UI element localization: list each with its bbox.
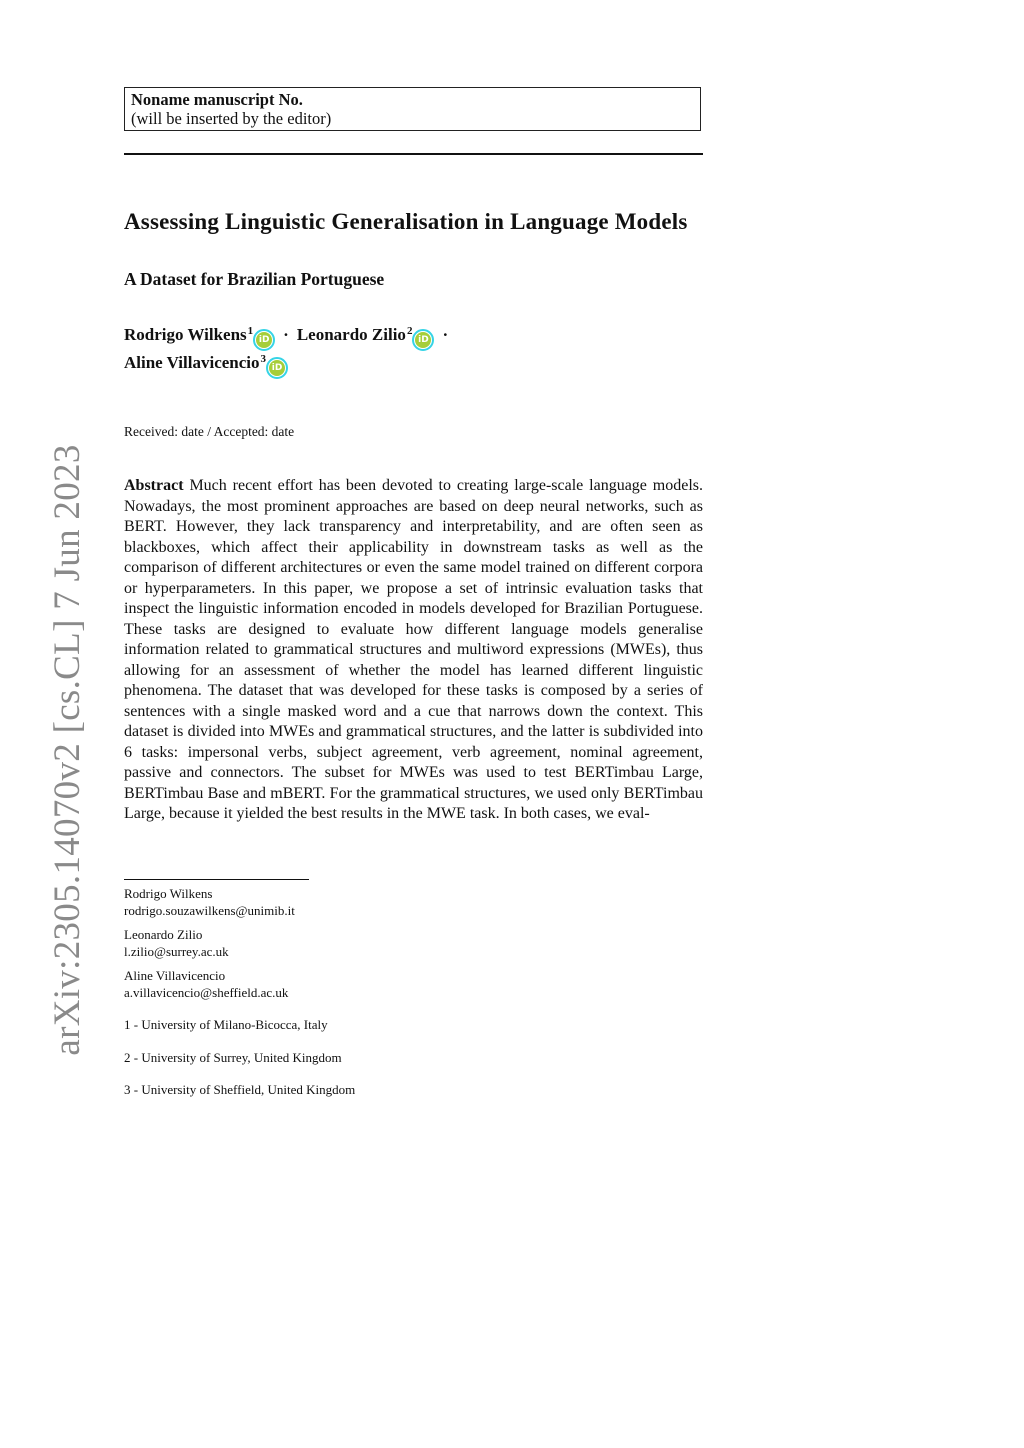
affiliation: 3 - University of Sheffield, United Kingdom (124, 1082, 356, 1097)
contact-block (124, 886, 703, 919)
contact-email[interactable]: l.zilio@surrey.ac.uk (124, 943, 229, 959)
manuscript-editor-note: (will be inserted by the editor) (131, 109, 332, 128)
contact-name: Leonardo Zilio (124, 927, 203, 942)
author-separator: · (442, 325, 449, 344)
author-contacts (124, 886, 703, 1009)
abstract-label: Abstract (124, 477, 184, 494)
orcid-icon[interactable]: iD (269, 360, 285, 376)
author-separator: · (283, 325, 289, 344)
affiliation: 1 - University of Milano-Bicocca, Italy (124, 1017, 328, 1032)
abstract (124, 476, 703, 825)
manuscript-number-box (124, 87, 701, 131)
contact-block (124, 927, 703, 960)
affiliation-list (124, 1017, 703, 1115)
orcid-icon[interactable]: iD (415, 332, 431, 348)
paper-title: Assessing Linguistic Generalisation in Language Models (124, 209, 688, 234)
contact-block (124, 968, 703, 1001)
author-name: Leonardo Zilio (296, 325, 406, 344)
contact-email[interactable]: a.villavicencio@sheffield.ac.uk (124, 984, 289, 1000)
author-name: Aline Villavicencio (124, 353, 260, 372)
author-affiliation-number: 3 (260, 353, 267, 365)
author-list (124, 320, 703, 376)
author-affiliation-number: 1 (247, 325, 254, 337)
author-affiliation-number: 2 (406, 325, 413, 337)
orcid-icon[interactable]: iD (256, 332, 272, 348)
contact-name: Rodrigo Wilkens (124, 886, 213, 901)
header-rule (124, 153, 703, 155)
affiliation: 2 - University of Surrey, United Kingdom (124, 1049, 342, 1065)
paper-subtitle: A Dataset for Brazilian Portuguese (124, 269, 385, 289)
contact-email[interactable]: rodrigo.souzawilkens@unimib.it (124, 902, 295, 918)
author-name: Rodrigo Wilkens (124, 325, 247, 344)
abstract-text: Much recent effort has been devoted to creating large-scale language models. Nowadays, the most prominent approaches are based on deep neural networks, such as BERT. However, they lack transparency and interpretability, and are often seen as blackboxes, which affect their applicability in downstream tasks as well as the comparison of different architectures or even the same model trained on different corpora or hyperparameters. In this paper, we propose a set of intrinsic evaluation tasks that inspect the linguistic information encoded in models developed for Brazilian Portuguese. These tasks are designed to evaluate how different language models generalise information related to grammatical structures and multiword expressions (MWEs), thus allowing for an assessment of whether the model has learned different linguistic phenomena. The dataset that was developed for these tasks is composed by a series of sentences with a single masked word and a cue that narrows down the context. This dataset is divided into MWEs and grammatical structures, and the latter is subdivided into 6 tasks: impersonal verbs, subject agreement, verb agreement, nominal agreement, passive and connectors. The subset for MWEs was used to test BERTimbau Large, BERTimbau Base and mBERT. For the grammatical structures, we used only BERTimbau Large, because it yielded the best results in the MWE task. In both cases, we eval- (124, 477, 704, 822)
arxiv-identifier[interactable]: arXiv:2305.14070v2 [cs.CL] 7 Jun 2023 (47, 444, 88, 1056)
footnote-rule (124, 879, 309, 880)
contact-name: Aline Villavicencio (124, 968, 226, 983)
manuscript-label: Noname manuscript No. (131, 90, 303, 109)
received-accepted-dates: Received: date / Accepted: date (124, 424, 295, 439)
